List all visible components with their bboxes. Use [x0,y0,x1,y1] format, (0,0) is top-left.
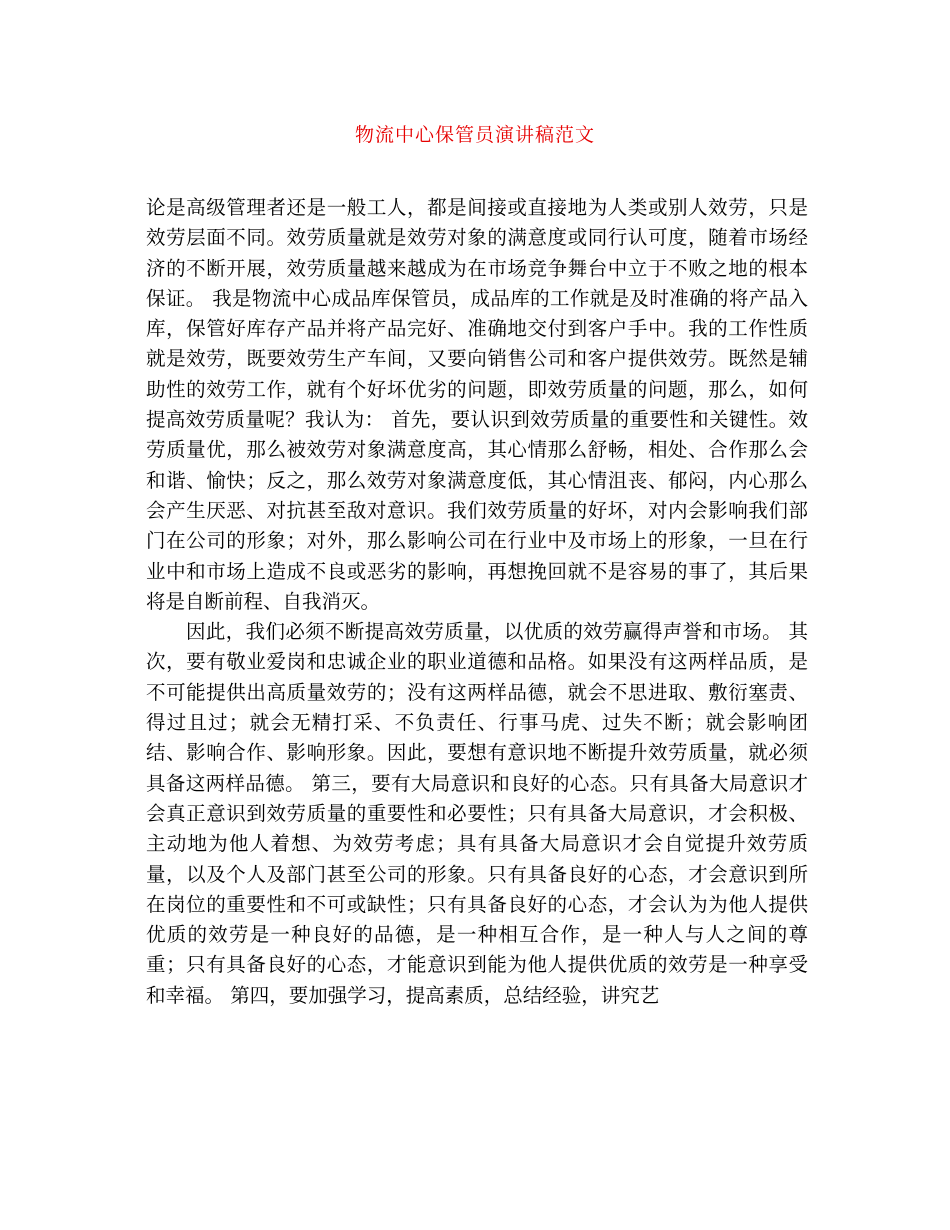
document-body [146,193,808,1011]
paragraph-2: 因此，我们必须不断提高效劳质量，以优质的效劳赢得声誉和市场。 其次，要有敬业爱岗和忠诚企业的职业道德和品格。如果没有这两样品质，是不可能提供出高质量效劳的；没有这两样品德，就会不思进取、敷衍塞责、得过且过；就会无精打采、不负责任、行事马虎、过失不断；就会影响团结、影响合作、影响形象。因此，要想有意识地不断提升效劳质量，就必须具备这两样品德。 第三，要有大局意识和良好的心态。只有具备大局意识才会真正意识到效劳质量的重要性和必要性；只有具备大局意识，才会积极、主动地为他人着想、为效劳考虑；具有具备大局意识才会自觉提升效劳质量，以及个人及部门甚至公司的形象。只有具备良好的心态，才会意识到所在岗位的重要性和不可或缺性；只有具备良好的心态，才会认为为他人提供优质的效劳是一种良好的品德，是一种相互合作，是一种人与人之间的尊重；只有具备良好的心态，才能意识到能为他人提供优质的效劳是一种享受和幸福。 第四，要加强学习，提高素质，总结经验，讲究艺 [146,620,808,1007]
paragraph-1: 论是高级管理者还是一般工人，都是间接或直接地为人类或别人效劳，只是效劳层面不同。效劳质量就是效劳对象的满意度或同行认可度，随着市场经济的不断开展，效劳质量越来越成为在市场竞争舞台中立于不败之地的根本保证。 我是物流中心成品库保管员，成品库的工作就是及时准确的将产品入库，保管好库存产品并将产品完好、准确地交付到客户手中。我的工作性质就是效劳，既要效劳生产车间，又要向销售公司和客户提供效劳。既然是辅助性的效劳工作，就有个好坏优劣的问题，即效劳质量的问题，那么，如何提高效劳质量呢？我认为： 首先，要认识到效劳质量的重要性和关键性。效劳质量优，那么被效劳对象满意度高，其心情那么舒畅，相处、合作那么会和谐、愉快；反之，那么效劳对象满意度低，其心情沮丧、郁闷，内心那么会产生厌恶、对抗甚至敌对意识。我们效劳质量的好坏，对内会影响我们部门在公司的形象；对外，那么影响公司在行业中及市场上的形象，一旦在行业中和市场上造成不良或恶劣的影响，再想挽回就不是容易的事了，其后果将是自断前程、自我消灭。 [146,196,808,613]
document-title: 物流中心保管员演讲稿范文 [354,124,595,146]
